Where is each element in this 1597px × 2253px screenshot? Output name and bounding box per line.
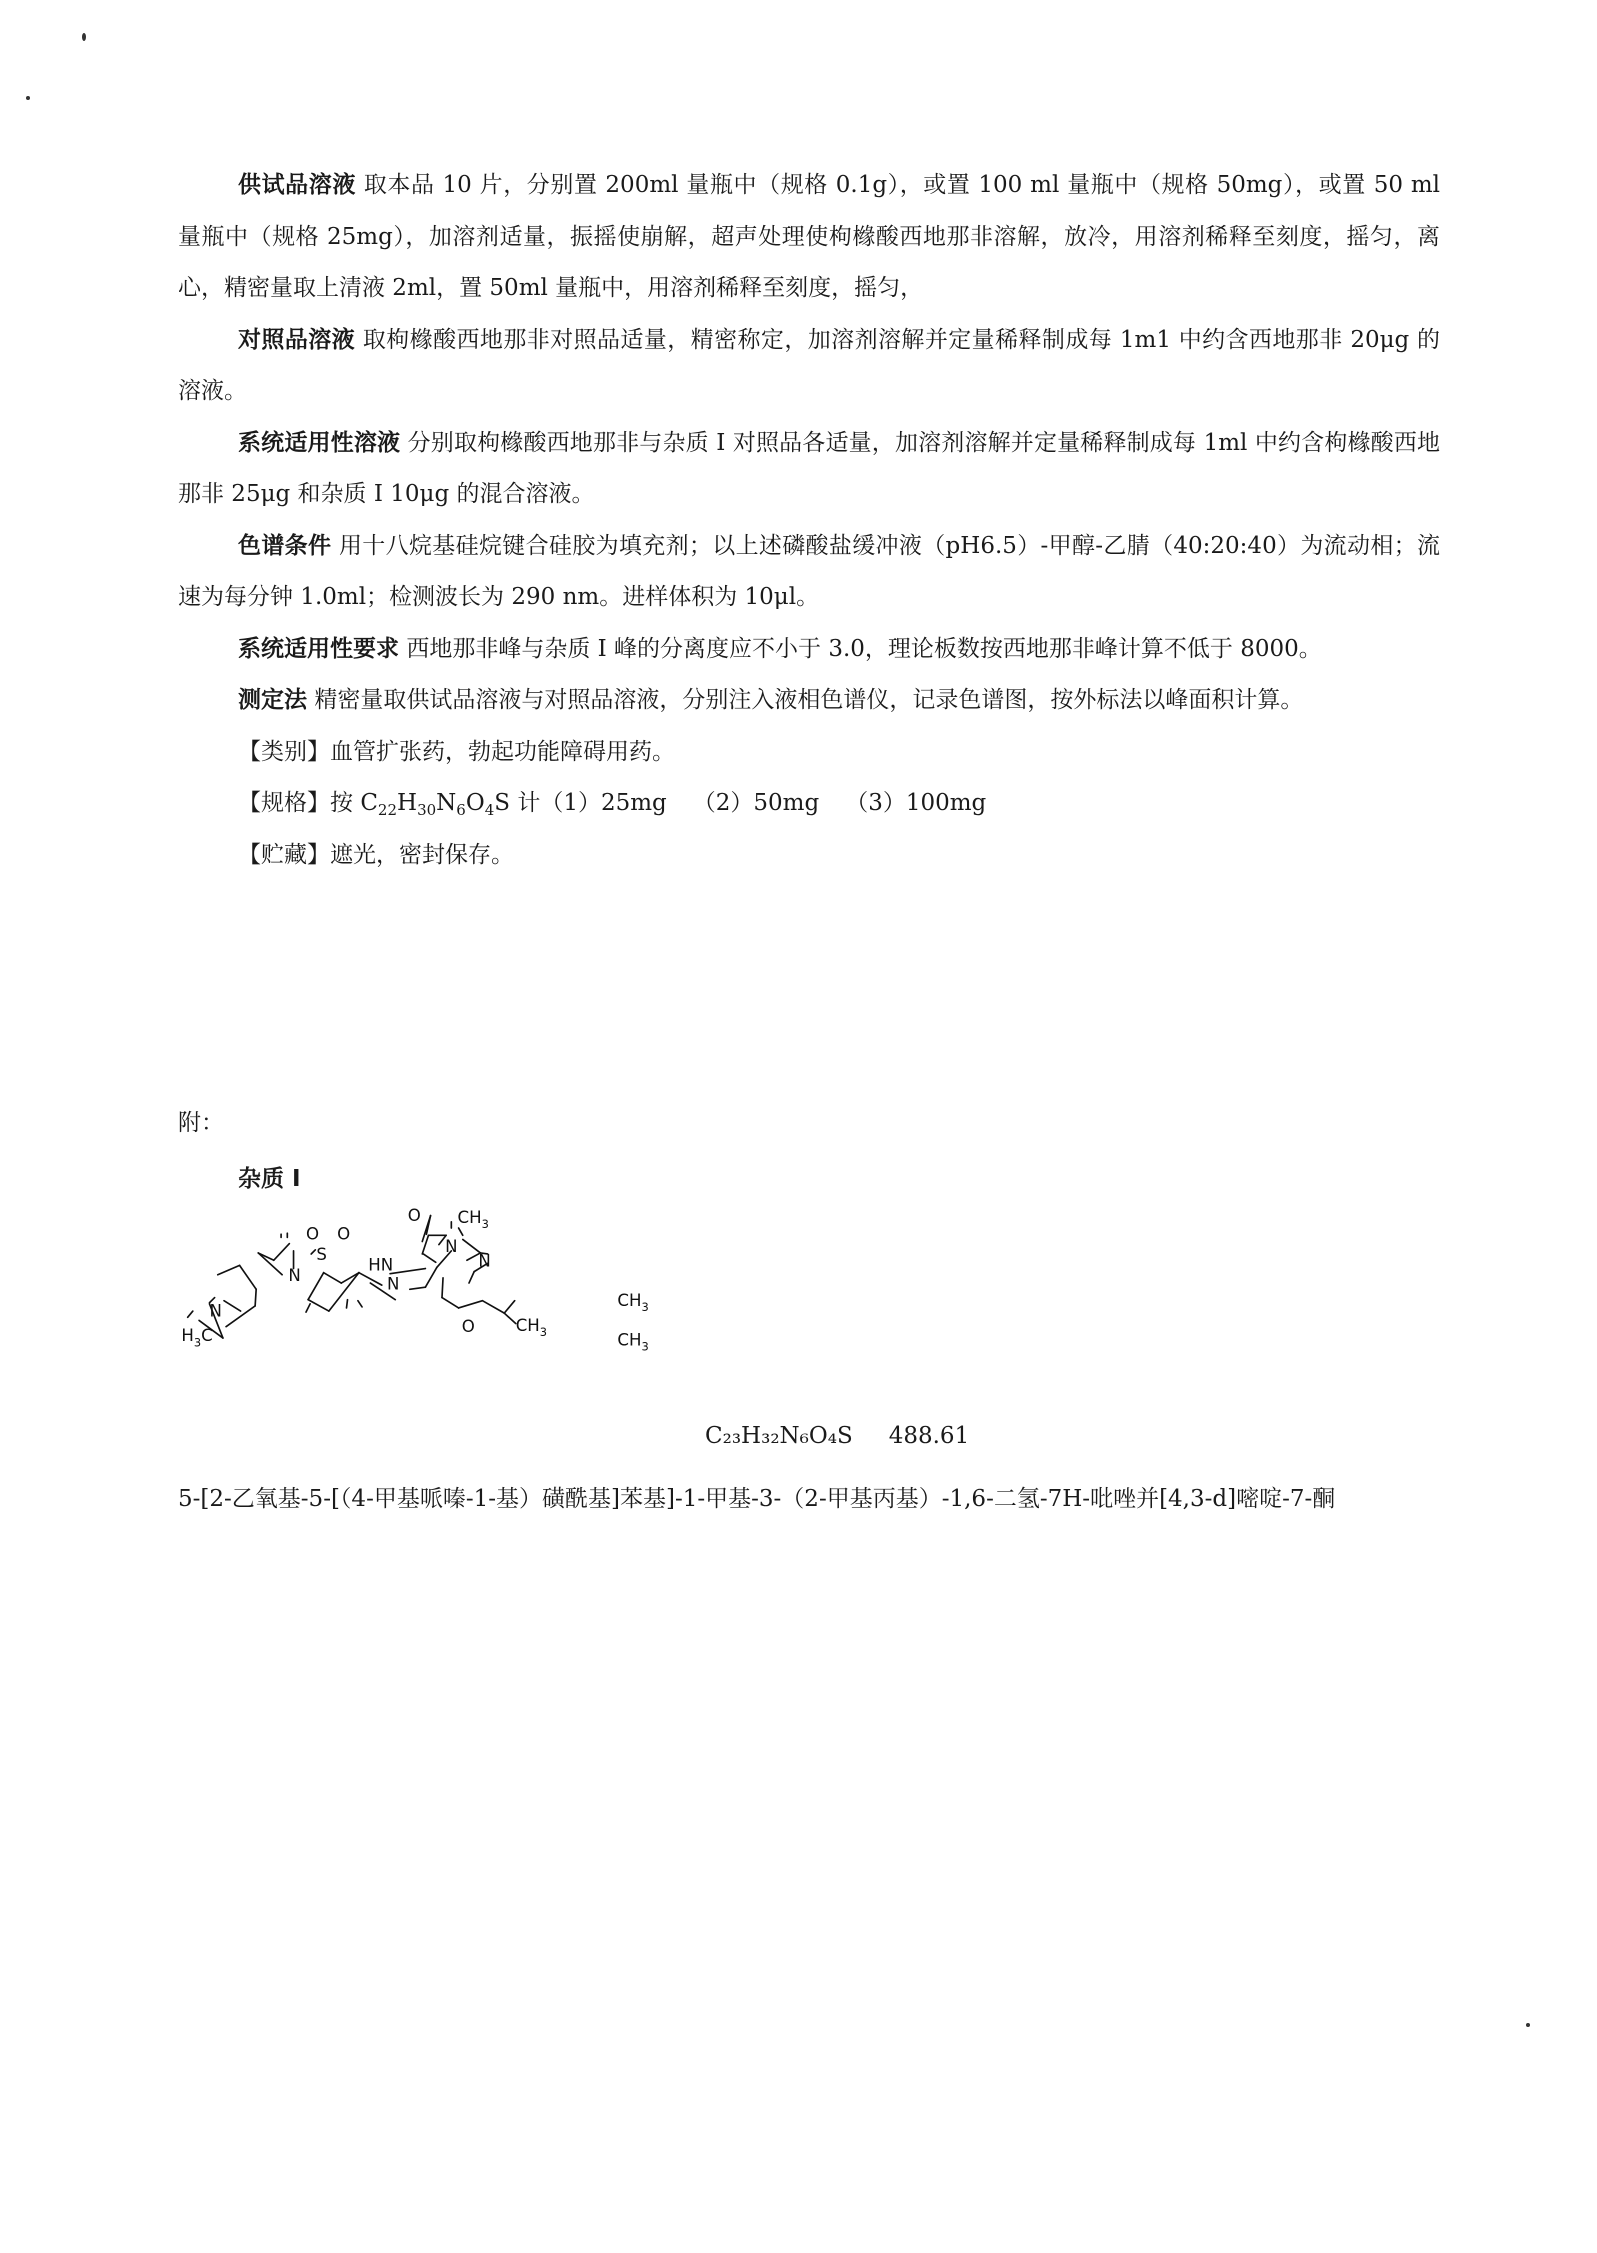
chromatography-paragraph <box>178 521 1440 624</box>
category-text: 血管扩张药，勃起功能障碍用药。 <box>330 738 675 765</box>
reference-solution-label: 对照品溶液 <box>238 326 356 353</box>
specification-formula: $C_{22}H_{30}N_6O_4S$ <box>360 790 511 819</box>
sample-solution-text: 取本品 10 片，分别置 200ml 量瓶中（规格 0.1g），或置 100 ml 量瓶中（规格 50mg），或置 50 ml 量瓶中（规格 25mg），加溶剂适量，振摇使崩解，超声处理使枸橼酸西地那非溶解，放冷，用溶剂稀释至刻度，摇匀，离心，精密量取上清液 2ml，置 50ml 量瓶中，用溶剂稀释至刻度，摇匀， <box>178 172 1441 301</box>
document-body <box>178 160 1440 881</box>
storage-label: 【贮藏】 <box>238 841 330 868</box>
structure-atom-labels <box>181 1206 648 1354</box>
isobutyl-ch3-lower-label: $CH_3$ <box>617 1330 649 1354</box>
specification-strength-1: （1）25mg <box>540 790 667 816</box>
category-label: 【类别】 <box>238 738 330 765</box>
scan-speck-1 <box>82 33 86 41</box>
specification-prefix: 按 <box>330 790 361 816</box>
piperazine-n1-label: N <box>288 1265 301 1285</box>
suitability-requirement-label: 系统适用性要求 <box>238 635 399 662</box>
specification-strength-3: （3）100mg <box>845 790 987 816</box>
assay-paragraph <box>178 675 1440 727</box>
chemical-name: 5-[2-乙氧基-5-[（4-甲基哌嗪-1-基）磺酰基]苯基]-1-甲基-3-（2-甲基丙基）-1,6-二氢-7H-吡唑并[4,3-d]嘧啶-7-酮 <box>178 1486 1336 1512</box>
impurity-structure-diagram <box>180 1200 650 1418</box>
ethyl-ch3-label: $CH_3$ <box>515 1315 548 1339</box>
suitability-solution-text: 分别取枸橼酸西地那非与杂质 I 对照品各适量，加溶剂溶解并定量稀释制成每 1ml 中约含枸橼酸西地那非 25μg 和杂质 I 10μg 的混合溶液。 <box>178 429 1441 507</box>
chromatography-text: 用十八烷基硅烷键合硅胶为填充剂；以上述磷酸盐缓冲液（pH6.5）-甲醇-乙腈（40:20:40）为流动相；流速为每分钟 1.0ml；检测波长为 290 nm。进样体积为 10μl。 <box>178 532 1441 610</box>
sample-solution-paragraph <box>178 160 1440 315</box>
specification-item <box>178 778 1440 830</box>
pyrazole-n2-label: N <box>478 1251 491 1271</box>
sample-solution-label: 供试品溶液 <box>238 172 356 198</box>
suitability-requirement-paragraph <box>178 624 1440 676</box>
specification-strength-2: （2）50mg <box>692 790 820 816</box>
specification-suffix: 计 <box>510 790 541 816</box>
pyrazole-n1-label: N <box>445 1236 458 1256</box>
specification-label: 【规格】 <box>238 790 330 816</box>
reference-solution-paragraph <box>178 315 1440 418</box>
h3c-label: $H_3C$ <box>181 1326 213 1350</box>
molecular-formula: C₂₃H₃₂N₆O₄S <box>705 1423 853 1449</box>
sulfur-label: S <box>316 1245 327 1265</box>
reference-solution-text: 取枸橼酸西地那非对照品适量，精密称定，加溶剂溶解并定量稀释制成每 1m1 中约含西地那非 20μg 的溶液。 <box>178 326 1441 404</box>
molecular-formula-line <box>705 1423 969 1449</box>
sulfonyl-oxygen-2-label: O <box>337 1224 351 1244</box>
carbonyl-oxygen-label: O <box>407 1205 421 1225</box>
chromatography-label: 色谱条件 <box>238 532 332 559</box>
suitability-solution-paragraph <box>178 418 1440 521</box>
scan-speck-2 <box>26 96 30 100</box>
storage-text: 遮光，密封保存。 <box>330 841 514 868</box>
suitability-solution-label: 系统适用性溶液 <box>238 429 401 456</box>
lactam-nh-label: HN <box>368 1255 394 1275</box>
category-item <box>178 727 1440 779</box>
sulfonyl-oxygen-1-label: O <box>306 1224 320 1244</box>
assay-text: 精密量取供试品溶液与对照品溶液，分别注入液相色谱仪，记录色谱图，按外标法以峰面积计算。 <box>314 687 1304 713</box>
assay-label: 测定法 <box>238 687 307 713</box>
isobutyl-ch3-upper-label: $CH_3$ <box>617 1290 649 1315</box>
piperazine-n4-label: N <box>209 1301 222 1321</box>
impurity-label: 杂质 I <box>238 1166 301 1192</box>
suitability-requirement-text: 西地那非峰与杂质 I 峰的分离度应不小于 3.0，理论板数按西地那非峰计算不低于 8000。 <box>406 635 1322 662</box>
appendix-label: 附： <box>178 1110 224 1136</box>
n-methyl-label: $CH_3$ <box>457 1207 489 1232</box>
ether-oxygen-label: O <box>461 1316 475 1336</box>
pyrimidine-n-label: N <box>386 1274 400 1294</box>
scan-speck-3 <box>1526 2023 1530 2027</box>
molecular-weight: 488.61 <box>888 1423 970 1449</box>
storage-item <box>178 830 1440 882</box>
